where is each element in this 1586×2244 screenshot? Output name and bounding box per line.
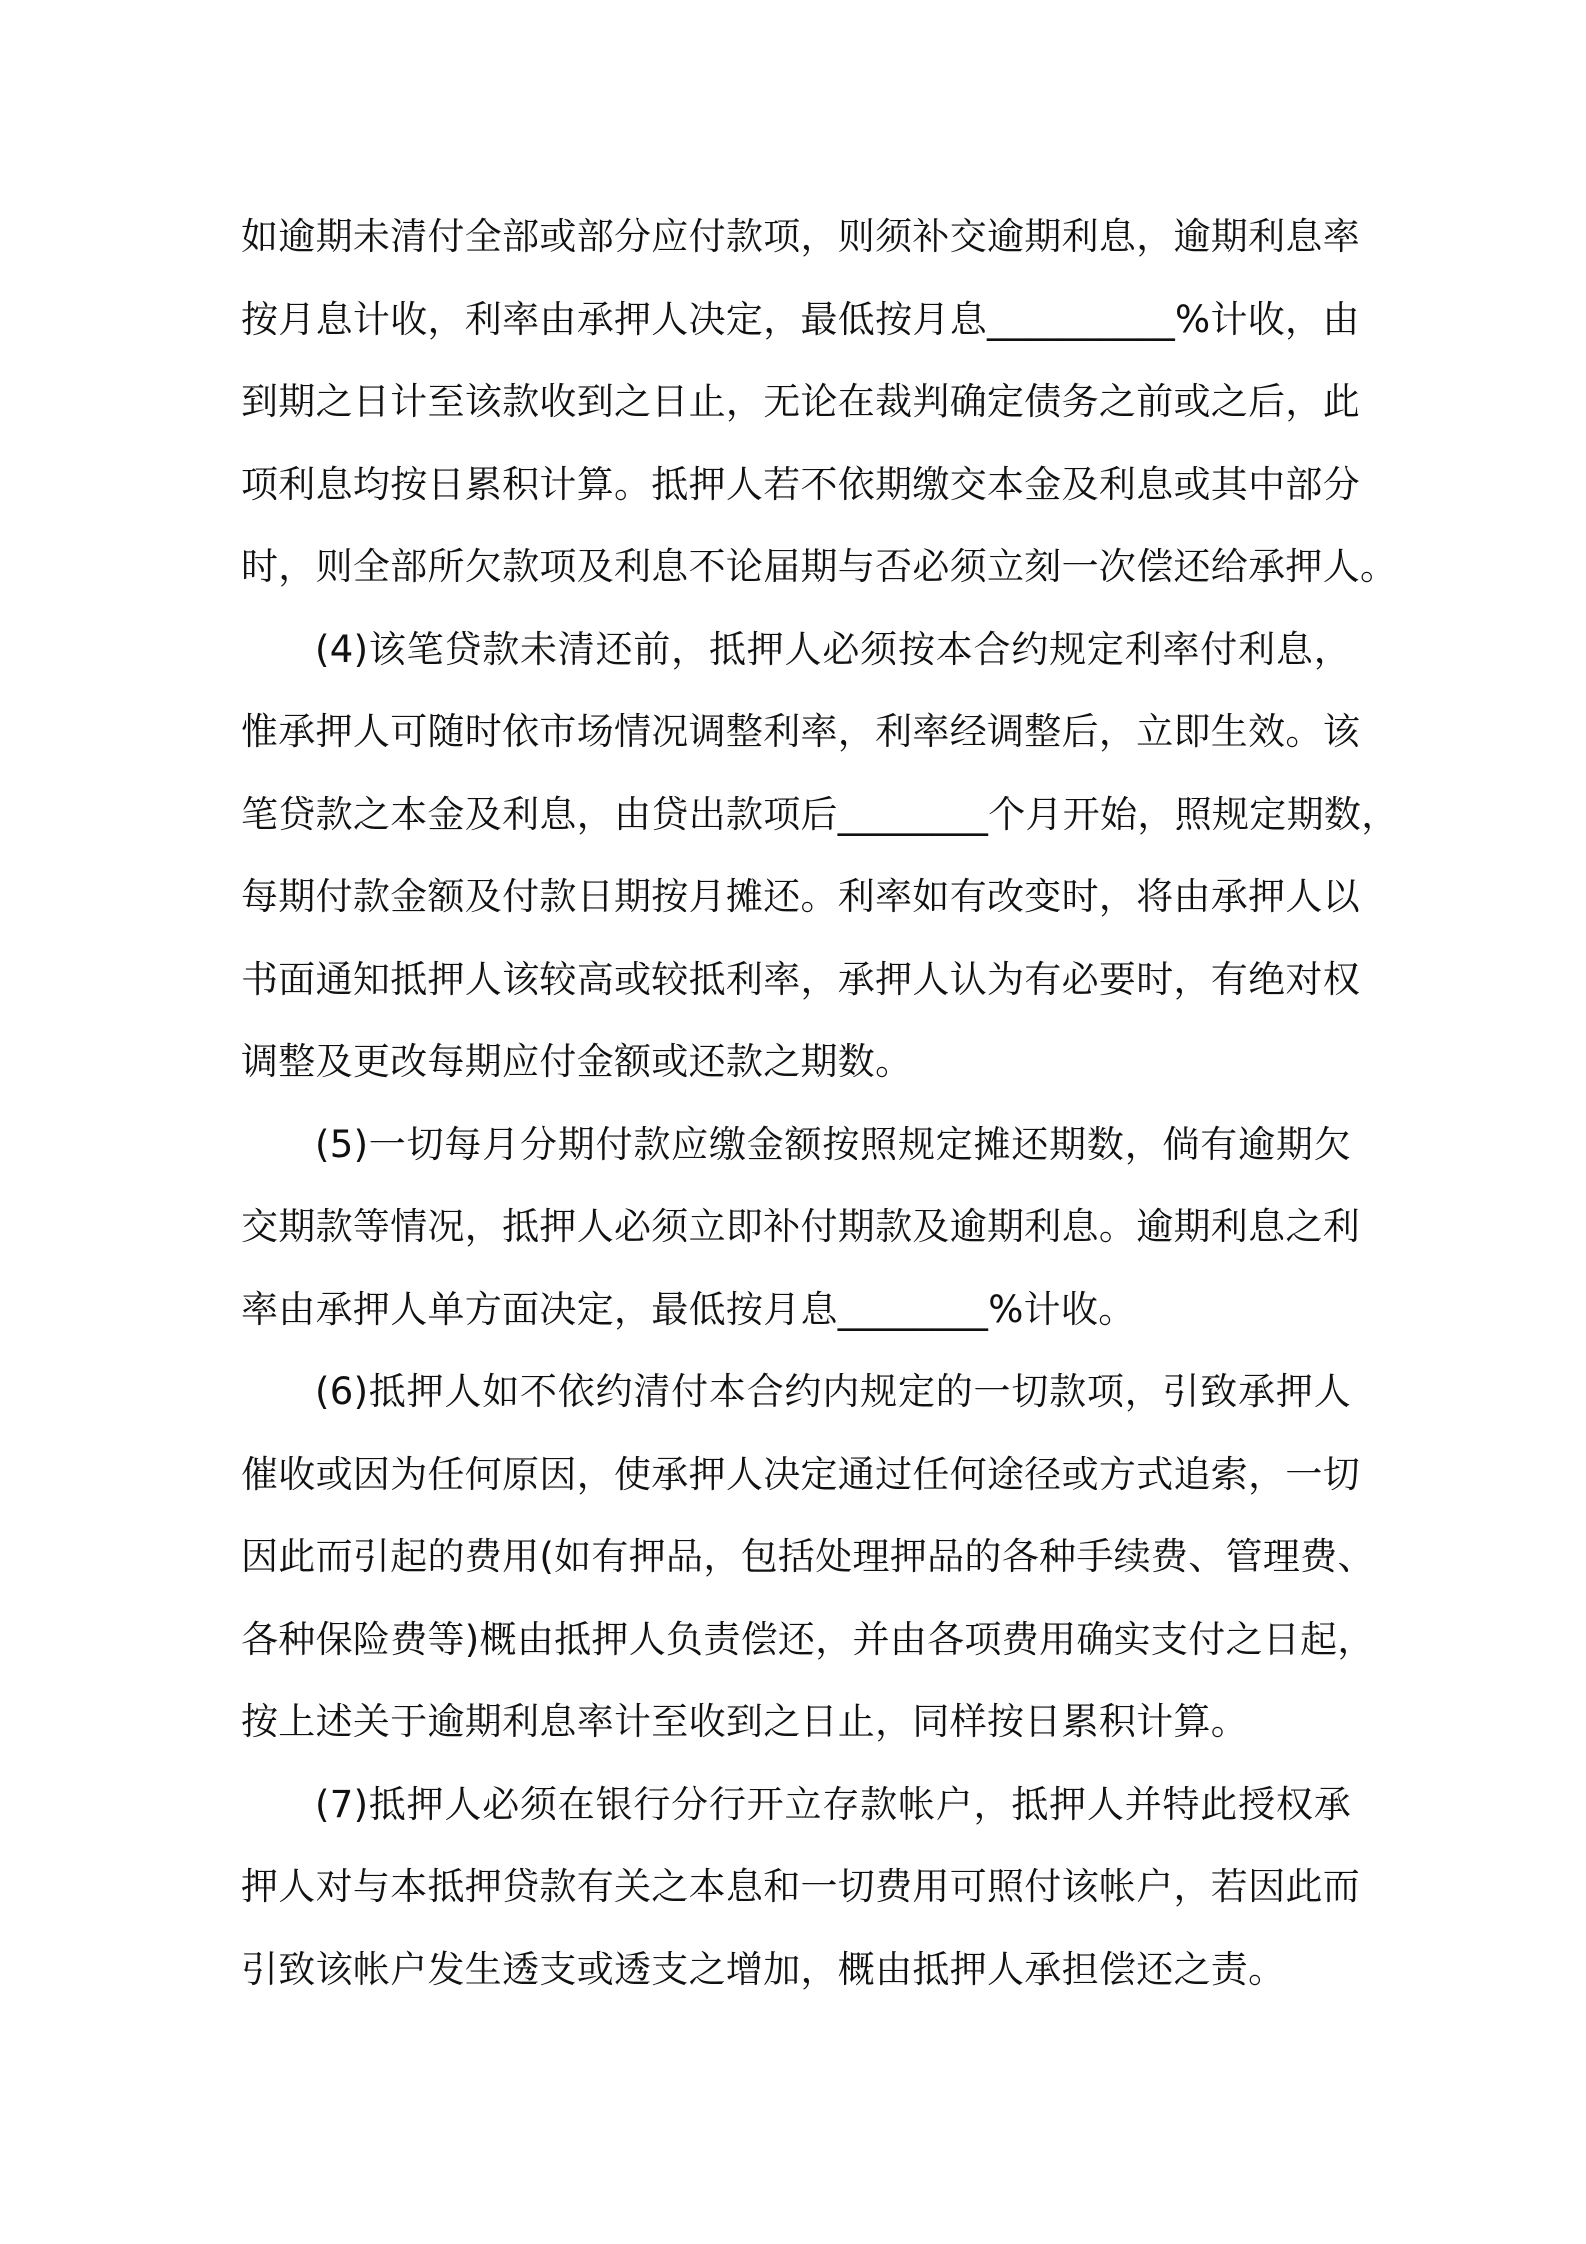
text-line: 每期付款金额及付款日期按月摊还。利率如有改变时，将由承押人以 <box>241 875 1360 918</box>
text-line: 时，则全部所欠款项及利息不论届期与否必须立刻一次偿还给承押人。 <box>241 545 1398 588</box>
text-line: 按月息计收，利率由承押人决定，最低按月息__________%计收，由 <box>241 297 1360 341</box>
text-line: 交期款等情况，抵押人必须立即补付期款及逾期利息。逾期利息之利 <box>241 1205 1360 1248</box>
text-line: 书面通知抵押人该较高或较抵利率，承押人认为有必要时，有绝对权 <box>241 957 1360 1001</box>
text-line: 催收或因为任何原因，使承押人决定通过任何途径或方式追索，一切 <box>241 1452 1360 1496</box>
paragraph-clause-7 <box>241 1764 1360 2012</box>
text-line: 如逾期未清付全部或部分应付款项，则须补交逾期利息，逾期利息率 <box>241 215 1360 258</box>
paragraph-clause-6 <box>241 1351 1375 1764</box>
text-line: (7)抵押人必须在银行分行开立存款帐户，抵押人并特此授权承 <box>315 1782 1351 1826</box>
text-line: 各种保险费等)概由抵押人负责偿还，并由各项费用确实支付之日起， <box>241 1617 1375 1661</box>
text-line: (5)一切每月分期付款应缴金额按照规定摊还期数，倘有逾期欠 <box>315 1122 1351 1166</box>
text-line: 惟承押人可随时依市场情况调整利率，利率经调整后，立即生效。该 <box>241 710 1360 753</box>
text-line: 因此而引起的费用(如有押品，包括处理押品的各种手续费、管理费、 <box>241 1535 1375 1578</box>
paragraph-clause-5 <box>241 1104 1360 1352</box>
paragraph-overdue-interest <box>241 196 1398 609</box>
text-line: 项利息均按日累积计算。抵押人若不依期缴交本金及利息或其中部分 <box>241 462 1360 506</box>
text-line: 笔贷款之本金及利息，由贷出款项后________个月开始，照规定期数， <box>241 792 1399 836</box>
text-line: 率由承押人单方面决定，最低按月息________%计收。 <box>241 1287 1136 1331</box>
paragraph-clause-4 <box>241 609 1399 1104</box>
text-line: 按上述关于逾期利息率计至收到之日止，同样按日累积计算。 <box>241 1700 1249 1743</box>
text-line: (6)抵押人如不依约清付本合约内规定的一切款项，引致承押人 <box>315 1370 1351 1413</box>
text-line: 调整及更改每期应付金额或还款之期数。 <box>241 1040 913 1083</box>
text-line: 引致该帐户发生透支或透支之增加，概由抵押人承担偿还之责。 <box>241 1947 1286 1991</box>
document-page <box>241 196 1399 2011</box>
text-line: 押人对与本抵押贷款有关之本息和一切费用可照付该帐户，若因此而 <box>241 1865 1360 1908</box>
text-line: 到期之日计至该款收到之日止，无论在裁判确定债务之前或之后，此 <box>241 380 1360 423</box>
text-line: (4)该笔贷款未清还前，抵押人必须按本合约规定利率付利息， <box>315 627 1351 671</box>
